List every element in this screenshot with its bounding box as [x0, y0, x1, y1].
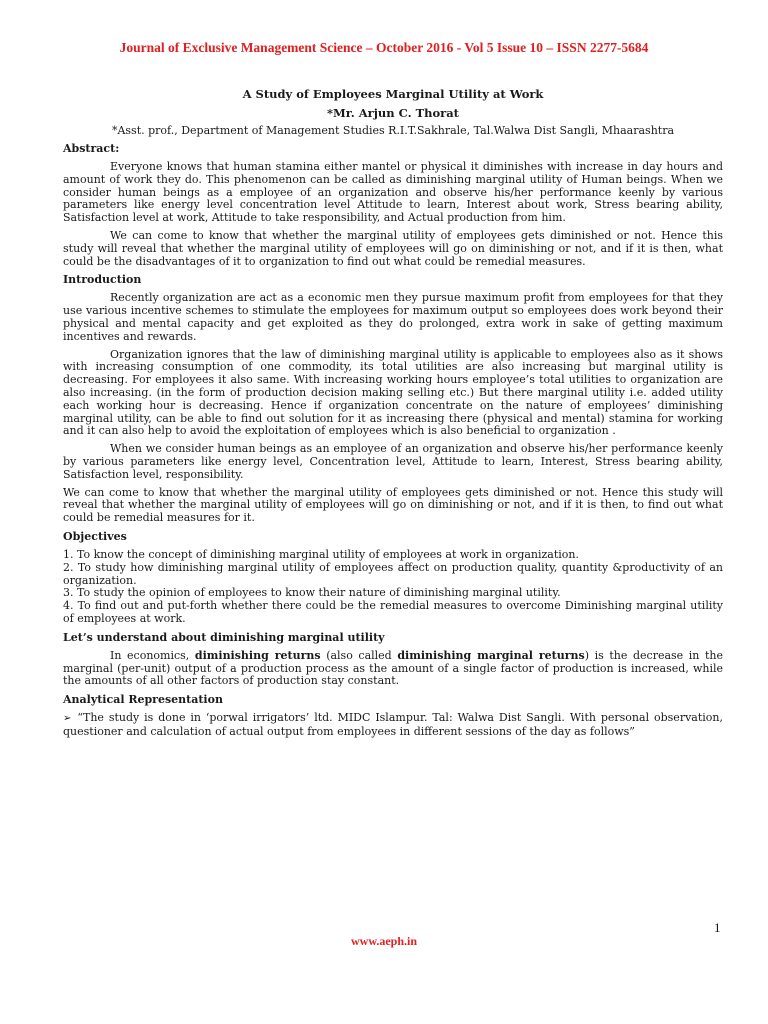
- abstract-paragraph: We can come to know that whether the marginal utility of employees gets diminished or not. Hence this study will reveal that whether the marginal utility of employees will go on diminishing or not, and if it is then, what could be the disadvantages of it to organization to find out what could be remedial measures.: [63, 228, 723, 268]
- analytical-bullet-text: “The study is done in ‘porwal irrigators’ ltd. MIDC Islampur. Tal: Walwa Dist Sangli. With personal observation, questioner and calculation of actual output from employees in different sessions of the day as follows”: [63, 711, 723, 738]
- introduction-paragraph: Recently organization are act as a economic men they pursue maximum profit from employees for that they use various incentive schemes to stimulate the employees for maximum output so employees does work beyond their physical and mental capacity and get exploited as they do prolonged, extra work in sake of getting maximum incentives and rewards.: [63, 291, 723, 343]
- dmu-text-mid: (also called: [320, 648, 398, 662]
- objective-item: 1. To know the concept of diminishing marginal utility of employees at work in organization.: [63, 547, 580, 561]
- arrow-bullet-icon: ➢: [63, 713, 72, 725]
- dmu-term-diminishing-marginal-returns: diminishing marginal returns: [397, 648, 585, 662]
- author-name: *Mr. Arjun C. Thorat: [327, 106, 459, 120]
- dmu-text-end: ) is the decrease in the marginal (per-unit) output of a production process as the amount of a single factor of production is increased, while the amounts of all other factors of production stay constant.: [63, 648, 723, 688]
- author-affiliation: *Asst. prof., Department of Management Studies R.I.T.Sakhrale, Tal.Walwa Dist Sangli, Mhaarashtra: [111, 124, 675, 137]
- objectives-list: [63, 549, 723, 626]
- page-number: 1: [714, 920, 721, 935]
- objectives-heading: Objectives: [63, 529, 127, 543]
- dmu-term-diminishing-returns: diminishing returns: [194, 648, 321, 662]
- introduction-paragraph: Organization ignores that the law of diminishing marginal utility is applicable to employees also as it shows with increasing consumption of one commodity, its total utilities are also increasing but marginal utility is decreasing. For employees it also same. With increasing working hours employee’s total utilities to organization are also increasing. (in the form of production decision making selling etc.) But there marginal utility i.e. added utility each working hour is decreasing. Hence if organization concentrate on the nature of employees’ diminishing marginal utility, can be able to find out solution for it as increasing there (physical and mental) stamina for working and it can also help to avoid the exploitation of employees which is also beneficial to organization .: [63, 347, 723, 438]
- dmu-heading: Let’s understand about diminishing marginal utility: [63, 630, 385, 644]
- analytical-bullet: [63, 712, 723, 739]
- introduction-heading: Introduction: [63, 273, 142, 287]
- journal-header: Journal of Exclusive Management Science – October 2016 - Vol 5 Issue 10 – ISSN 2277-5684: [119, 40, 649, 55]
- dmu-text-start: In economics,: [110, 648, 195, 662]
- abstract-heading: Abstract:: [63, 142, 120, 155]
- article-title: A Study of Employees Marginal Utility at Work: [242, 87, 544, 101]
- article-body: [63, 86, 723, 744]
- introduction-paragraph: We can come to know that whether the marginal utility of employees gets diminished or not. Hence this study will reveal that whether the marginal utility of employees will go on diminishing or not, and if it is then, to find out what could be remedial measures for it.: [63, 485, 723, 525]
- website-link[interactable]: www.aeph.in: [350, 934, 418, 948]
- abstract-paragraph: Everyone knows that human stamina either mantel or physical it diminishes with increase in day hours and amount of work they do. This phenomenon can be called as diminishing marginal utility of Human beings. When we consider human beings as a employee of an organization and observe his/her performance keenly by various parameters like energy level concentration level Attitude to learn, Interest about work, Stress bearing ability, Satisfaction level at work, Attitude to take responsibility, and Actual production from him.: [63, 160, 723, 225]
- objective-item: 2. To study how diminishing marginal utility of employees affect on production quality, quantity &productivity of an organization.: [63, 560, 723, 587]
- dmu-paragraph: [63, 650, 723, 688]
- objective-item: 3. To study the opinion of employees to know their nature of diminishing marginal utility.: [63, 586, 561, 600]
- introduction-paragraph: When we consider human beings as an employee of an organization and observe his/her performance keenly by various parameters like energy level, Concentration level, Attitude to learn, Interest, Stress bearing ability, Satisfaction level, responsibility.: [63, 442, 723, 481]
- objective-item: 4. To find out and put-forth whether there could be the remedial measures to overcome Diminishing marginal utility of employees at work.: [63, 599, 723, 625]
- analytical-heading: Analytical Representation: [63, 693, 223, 707]
